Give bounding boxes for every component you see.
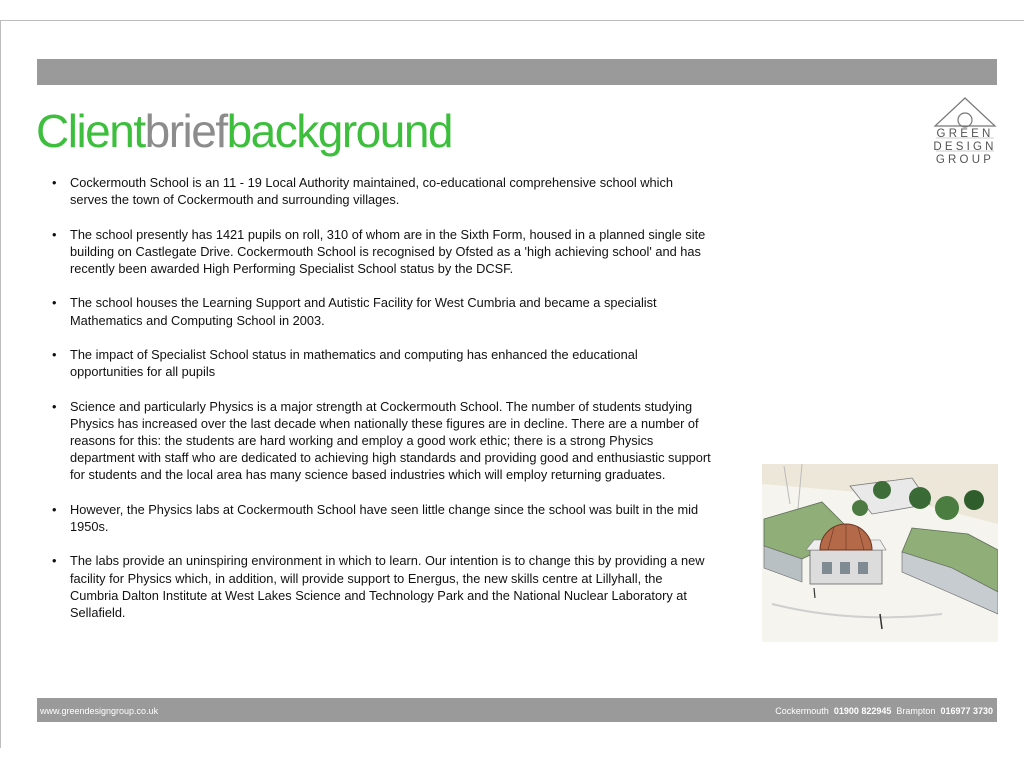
footer-phone-brampton: 016977 3730 xyxy=(940,706,993,716)
logo-line-green: GREEN xyxy=(936,128,994,140)
bullet-item: • The school presently has 1421 pupils on roll, 310 of whom are in the Sixth Form, housed in a planned single site building on Castlegate Drive. Cockermouth School is recognised by Ofsted as a 'high achieving school' and has recently been awarded High Performing Specialist School status by the DCSF. xyxy=(52,226,712,278)
school-building-render-image xyxy=(762,464,998,642)
title-brief: brief xyxy=(144,105,227,157)
bullet-item: • Cockermouth School is an 11 - 19 Local Authority maintained, co-educational comprehensive school which serves the town of Cockermouth and surrounding villages. xyxy=(52,174,712,208)
title-client: Client xyxy=(36,105,145,157)
frame-left-line xyxy=(0,20,1,748)
bullet-item: • Science and particularly Physics is a major strength at Cockermouth School. The number of students studying Physics has increased over the last decade when nationally these figures are in decline. There are a number of reasons for this: the students are hard working and employ a good work ethic; there is a strong Physics department with staff who are dedicated to achieving high standards and providing good and enthusiastic support for students and the local area has many science based industries which will employ returning graduates. xyxy=(52,398,712,484)
header-band xyxy=(37,59,997,85)
bullet-item: • However, the Physics labs at Cockermouth School have seen little change since the school was built in the mid 1950s. xyxy=(52,501,712,535)
footer-location-brampton: Brampton xyxy=(896,706,936,716)
bullet-item: • The school houses the Learning Support and Autistic Facility for West Cumbria and became a specialist Mathematics and Computing School in 2003. xyxy=(52,294,712,328)
page-title xyxy=(36,105,452,157)
footer-bar xyxy=(37,698,997,722)
logo-line-group: GROUP xyxy=(935,154,995,166)
footer-contacts xyxy=(775,706,993,716)
logo-line-design: DESIGN xyxy=(933,141,997,153)
frame-top-line xyxy=(0,20,1024,21)
footer-website-link[interactable]: www.greendesigngroup.co.uk xyxy=(40,706,159,716)
bullet-item: • The labs provide an uninspiring environment in which to learn. Our intention is to change this by providing a new facility for Physics which, in addition, will provide support to Energus, the new skills centre at Lillyhall, the Cumbria Dalton Institute at West Lakes Science and Technology Park and the National Nuclear Laboratory at Sellafield. xyxy=(52,552,712,621)
brief-bullet-list xyxy=(52,174,712,638)
footer-phone-cockermouth: 01900 822945 xyxy=(833,706,892,716)
title-background: background xyxy=(226,105,452,157)
footer-location-cockermouth: Cockermouth xyxy=(775,706,829,716)
bullet-item: • The impact of Specialist School status in mathematics and computing has enhanced the educational opportunities for all pupils xyxy=(52,346,712,380)
